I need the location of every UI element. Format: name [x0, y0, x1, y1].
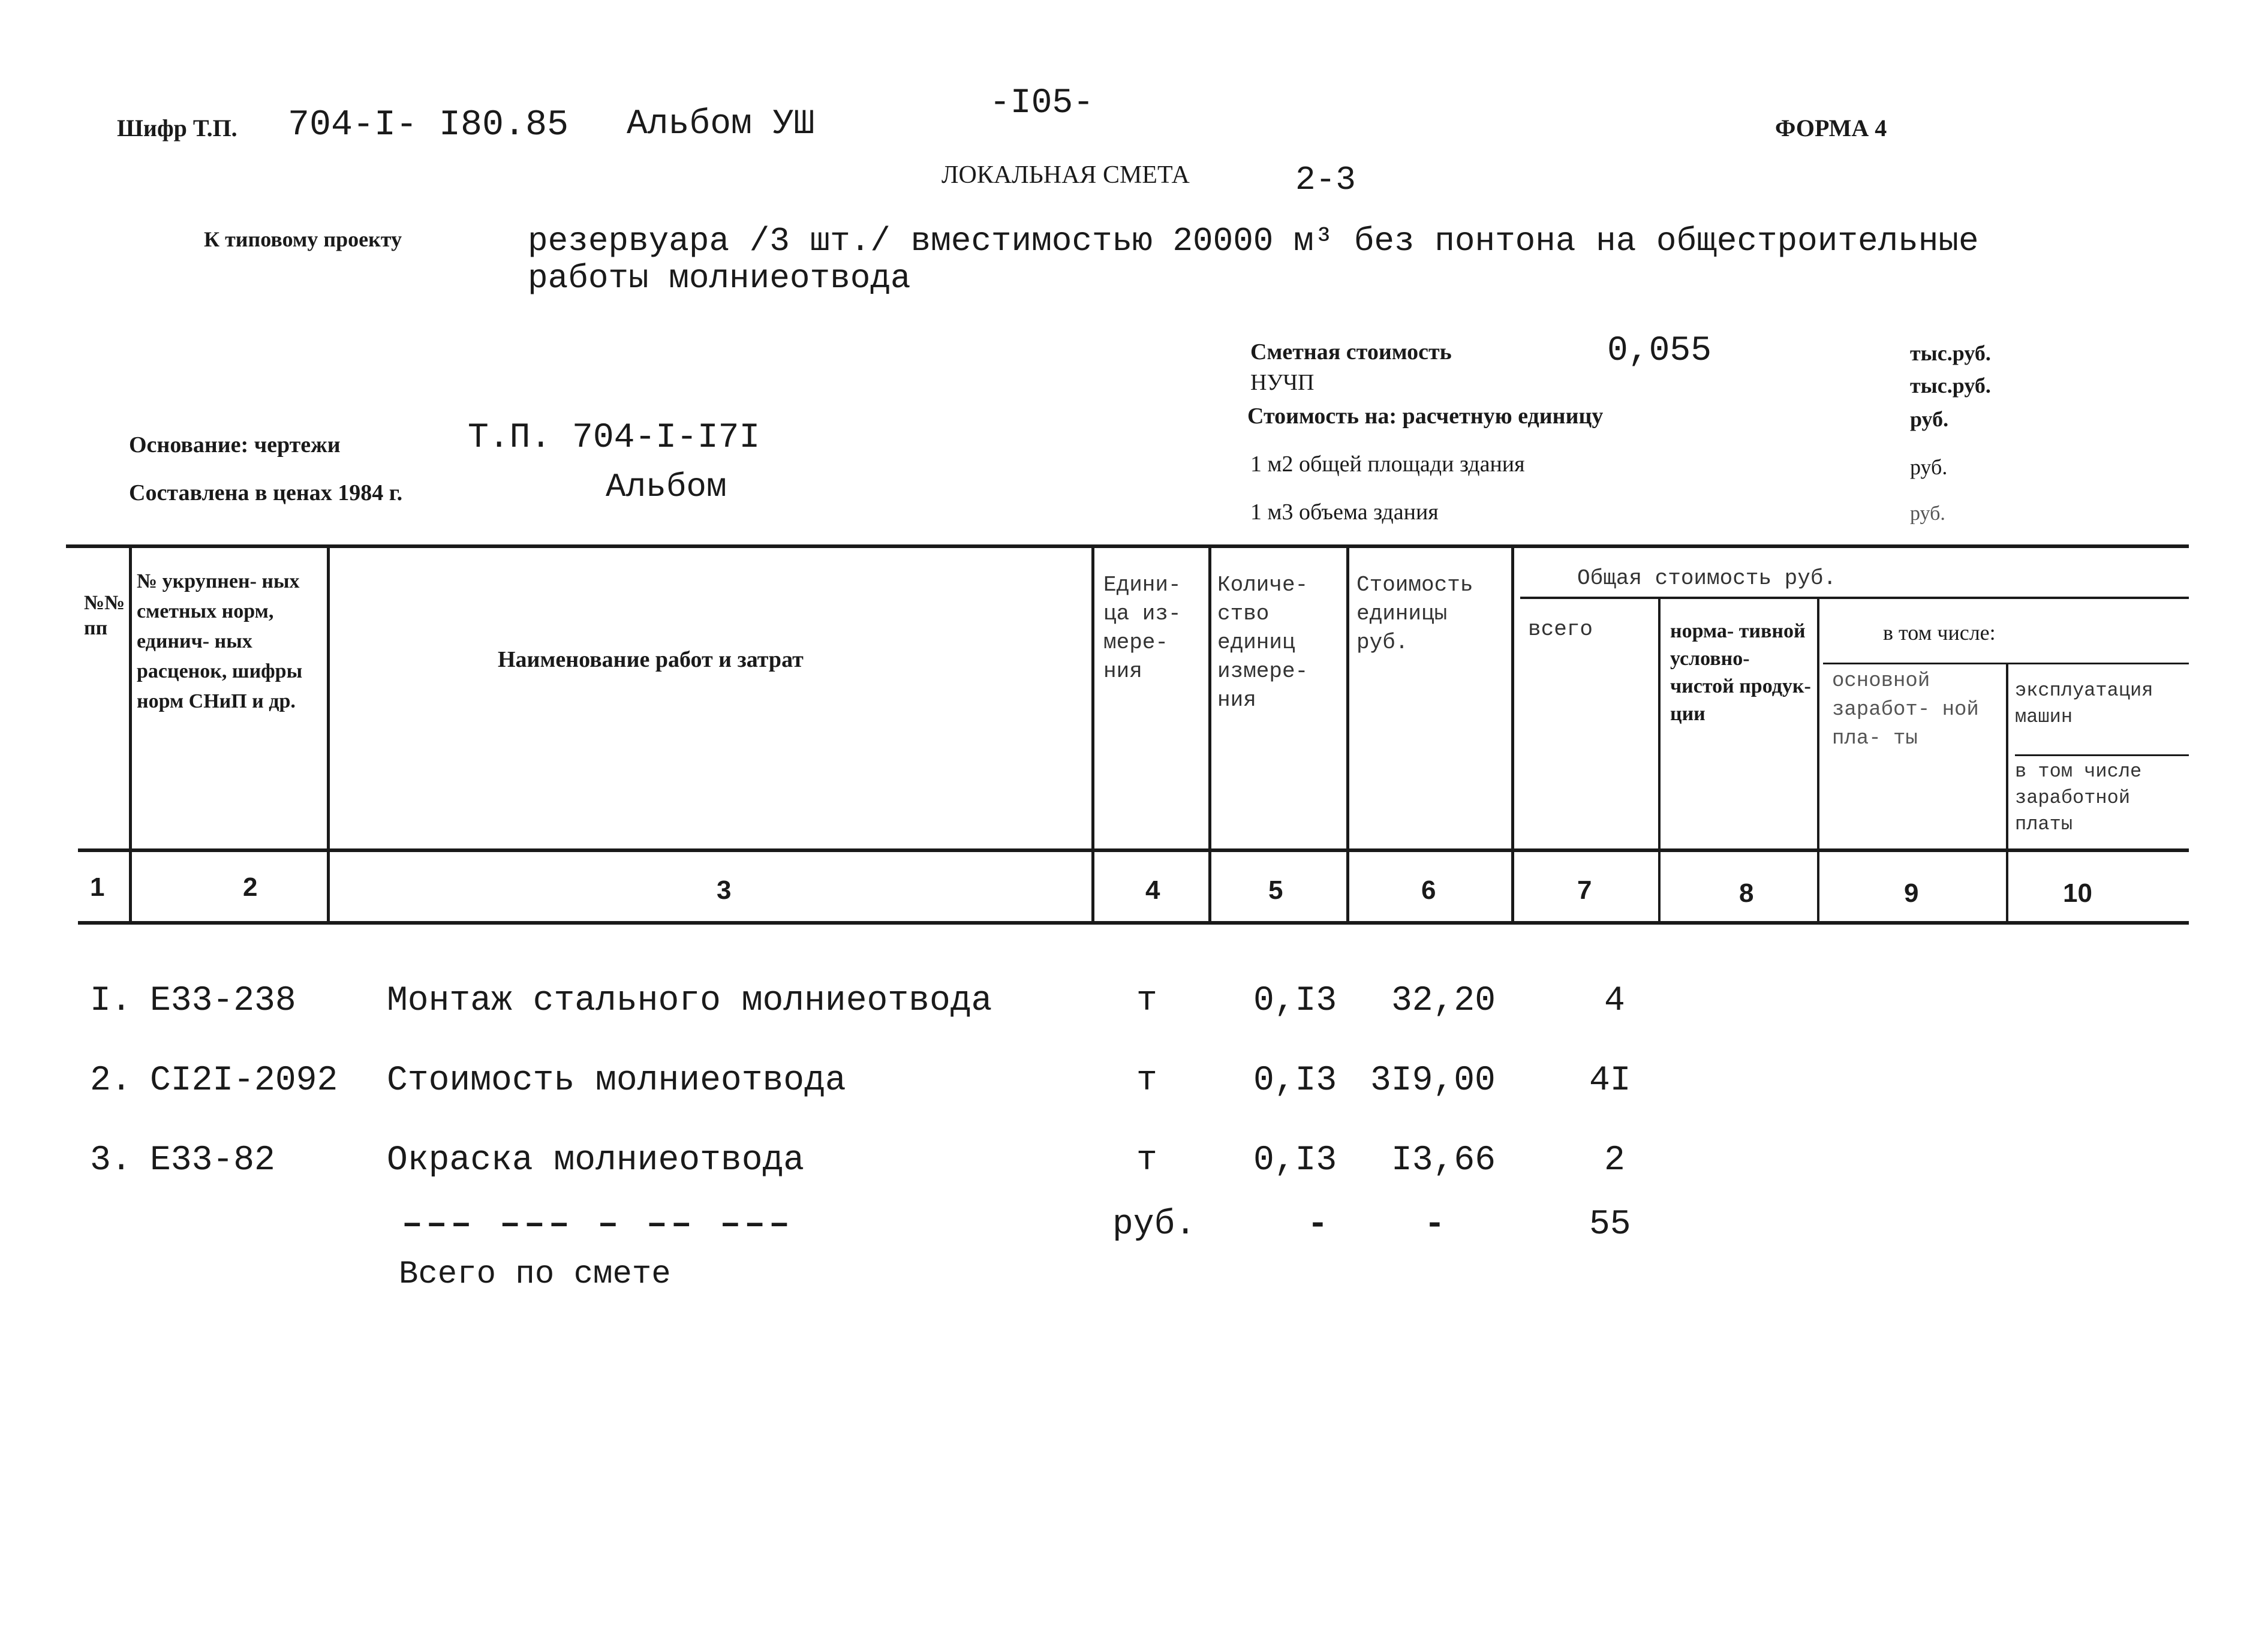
row-code: СI2I-2092 [150, 1061, 338, 1100]
project-label: К типовому проекту [204, 227, 402, 251]
page-title: ЛОКАЛЬНАЯ СМЕТА [942, 161, 1190, 189]
col-number-6: 6 [1421, 875, 1436, 905]
col-number-9: 9 [1904, 878, 1919, 908]
col-number-7: 7 [1577, 875, 1592, 905]
col-number-3: 3 [717, 875, 732, 905]
col-number-10: 10 [2063, 878, 2092, 908]
row-name: Окраска молниеотвода [387, 1141, 805, 1180]
drawings-label: Основание: чертежи [129, 432, 341, 458]
row-number: I. [90, 982, 132, 1021]
estimated-cost-value: 0,055 [1607, 332, 1712, 371]
col-divider-7 [1658, 598, 1661, 922]
col-divider-1 [129, 546, 132, 923]
col-number-4: 4 [1145, 875, 1160, 905]
estimated-cost-label: Сметная стоимость [1250, 339, 1452, 365]
row-code: Е33-238 [150, 982, 296, 1021]
header-col-6: Стоимость единицы руб. [1356, 573, 1473, 655]
row-quantity: 0,I3 [1253, 1141, 1337, 1180]
album-label: Альбом УШ [627, 105, 815, 144]
totals-quantity: - [1307, 1205, 1328, 1244]
header-col-3: Наименование работ и затрат [498, 647, 804, 672]
row-quantity: 0,I3 [1253, 1061, 1337, 1100]
totals-unit: руб. [1112, 1205, 1196, 1244]
per-m3-unit: руб. [1910, 502, 1945, 525]
header-total-group: Общая стоимость руб. [1577, 566, 1837, 591]
project-line-2: работы молниеотвода [528, 259, 911, 297]
row-number: 2. [90, 1061, 132, 1100]
row-total: 4 [1604, 982, 1625, 1021]
header-col-1: №№ пп [84, 592, 125, 639]
per-m3-label: 1 м3 объема здания [1250, 499, 1439, 525]
header-col-7: всего [1528, 617, 1593, 642]
header-col-8: норма- тивной условно- чистой продук- ции [1670, 620, 1811, 725]
machines-rule [2015, 754, 2189, 756]
header-col-2: № укрупнен- ных сметных норм, единич- ных расценок, шифры норм СНиП и др. [137, 570, 303, 712]
header-col-9: основной заработ- ной пла- ты [1832, 670, 1979, 750]
col-divider-3 [1091, 546, 1094, 923]
col-divider-2 [327, 546, 330, 923]
row-unit-price: 32,20 [1391, 982, 1496, 1021]
totals-dashes: ––– ––– – –– ––– [402, 1205, 793, 1244]
per-unit-unit: руб. [1910, 407, 1949, 431]
estimated-cost-unit: тыс.руб. [1910, 341, 1991, 365]
header-subgroup: в том числе: [1883, 621, 1996, 645]
form-label: ФОРМА 4 [1775, 115, 1887, 142]
cipher-label: Шифр Т.П. [117, 115, 237, 142]
table-top-rule [66, 544, 2189, 548]
row-unit-price: I3,66 [1391, 1141, 1496, 1180]
col-divider-4 [1208, 546, 1211, 923]
col-divider-8 [1817, 598, 1819, 922]
table-numbers-rule [78, 921, 2189, 925]
prices-label: Составлена в ценах 1984 г. [129, 480, 403, 505]
row-total: 4I [1589, 1061, 1631, 1100]
col-number-8: 8 [1739, 878, 1754, 908]
total-group-rule [1520, 597, 2189, 599]
col-divider-5 [1346, 546, 1349, 923]
table-header-rule [78, 848, 2189, 852]
row-unit: т [1136, 1061, 1157, 1100]
page-number: -I05- [989, 84, 1094, 123]
col-number-1: 1 [90, 872, 105, 902]
header-col-10: эксплуатация машин [2015, 679, 2153, 728]
project-line-1: резервуара /3 шт./ вместимостью 20000 м³ без понтона на общестроительные [528, 222, 1979, 260]
totals-unit-price: - [1424, 1205, 1445, 1244]
per-m2-unit: руб. [1910, 455, 1948, 479]
row-code: Е33-82 [150, 1141, 275, 1180]
nuchp-unit: тыс.руб. [1910, 374, 1991, 398]
header-col-4: Едини- ца из- мере- ния [1103, 573, 1181, 684]
totals-label: Всего по смете [399, 1256, 671, 1293]
row-name: Стоимость молниеотвода [387, 1061, 846, 1100]
col-number-5: 5 [1268, 875, 1283, 905]
row-unit: т [1136, 1141, 1157, 1180]
col-divider-9 [2006, 664, 2008, 922]
row-total: 2 [1604, 1141, 1625, 1180]
album-value: Альбом [606, 468, 727, 506]
col-number-2: 2 [243, 872, 258, 902]
row-quantity: 0,I3 [1253, 982, 1337, 1021]
row-unit-price: 3I9,00 [1370, 1061, 1496, 1100]
per-m2-label: 1 м2 общей площади здания [1250, 452, 1525, 477]
row-unit: т [1136, 982, 1157, 1021]
nuchp-label: НУЧП [1250, 370, 1315, 395]
col-divider-6 [1511, 546, 1514, 923]
per-unit-label: Стоимость на: расчетную единицу [1247, 404, 1604, 429]
cipher-value: 704-I- I80.85 [288, 105, 569, 146]
header-col-10b: в том числе заработной платы [2015, 760, 2142, 835]
estimate-number: 2-3 [1295, 161, 1356, 199]
header-col-5: Количе- ство единиц измере- ния [1217, 573, 1309, 712]
drawings-value: Т.П. 704-I-I7I [468, 419, 760, 458]
row-name: Монтаж стального молниеотвода [387, 982, 992, 1021]
row-number: 3. [90, 1141, 132, 1180]
totals-total: 55 [1589, 1205, 1631, 1244]
